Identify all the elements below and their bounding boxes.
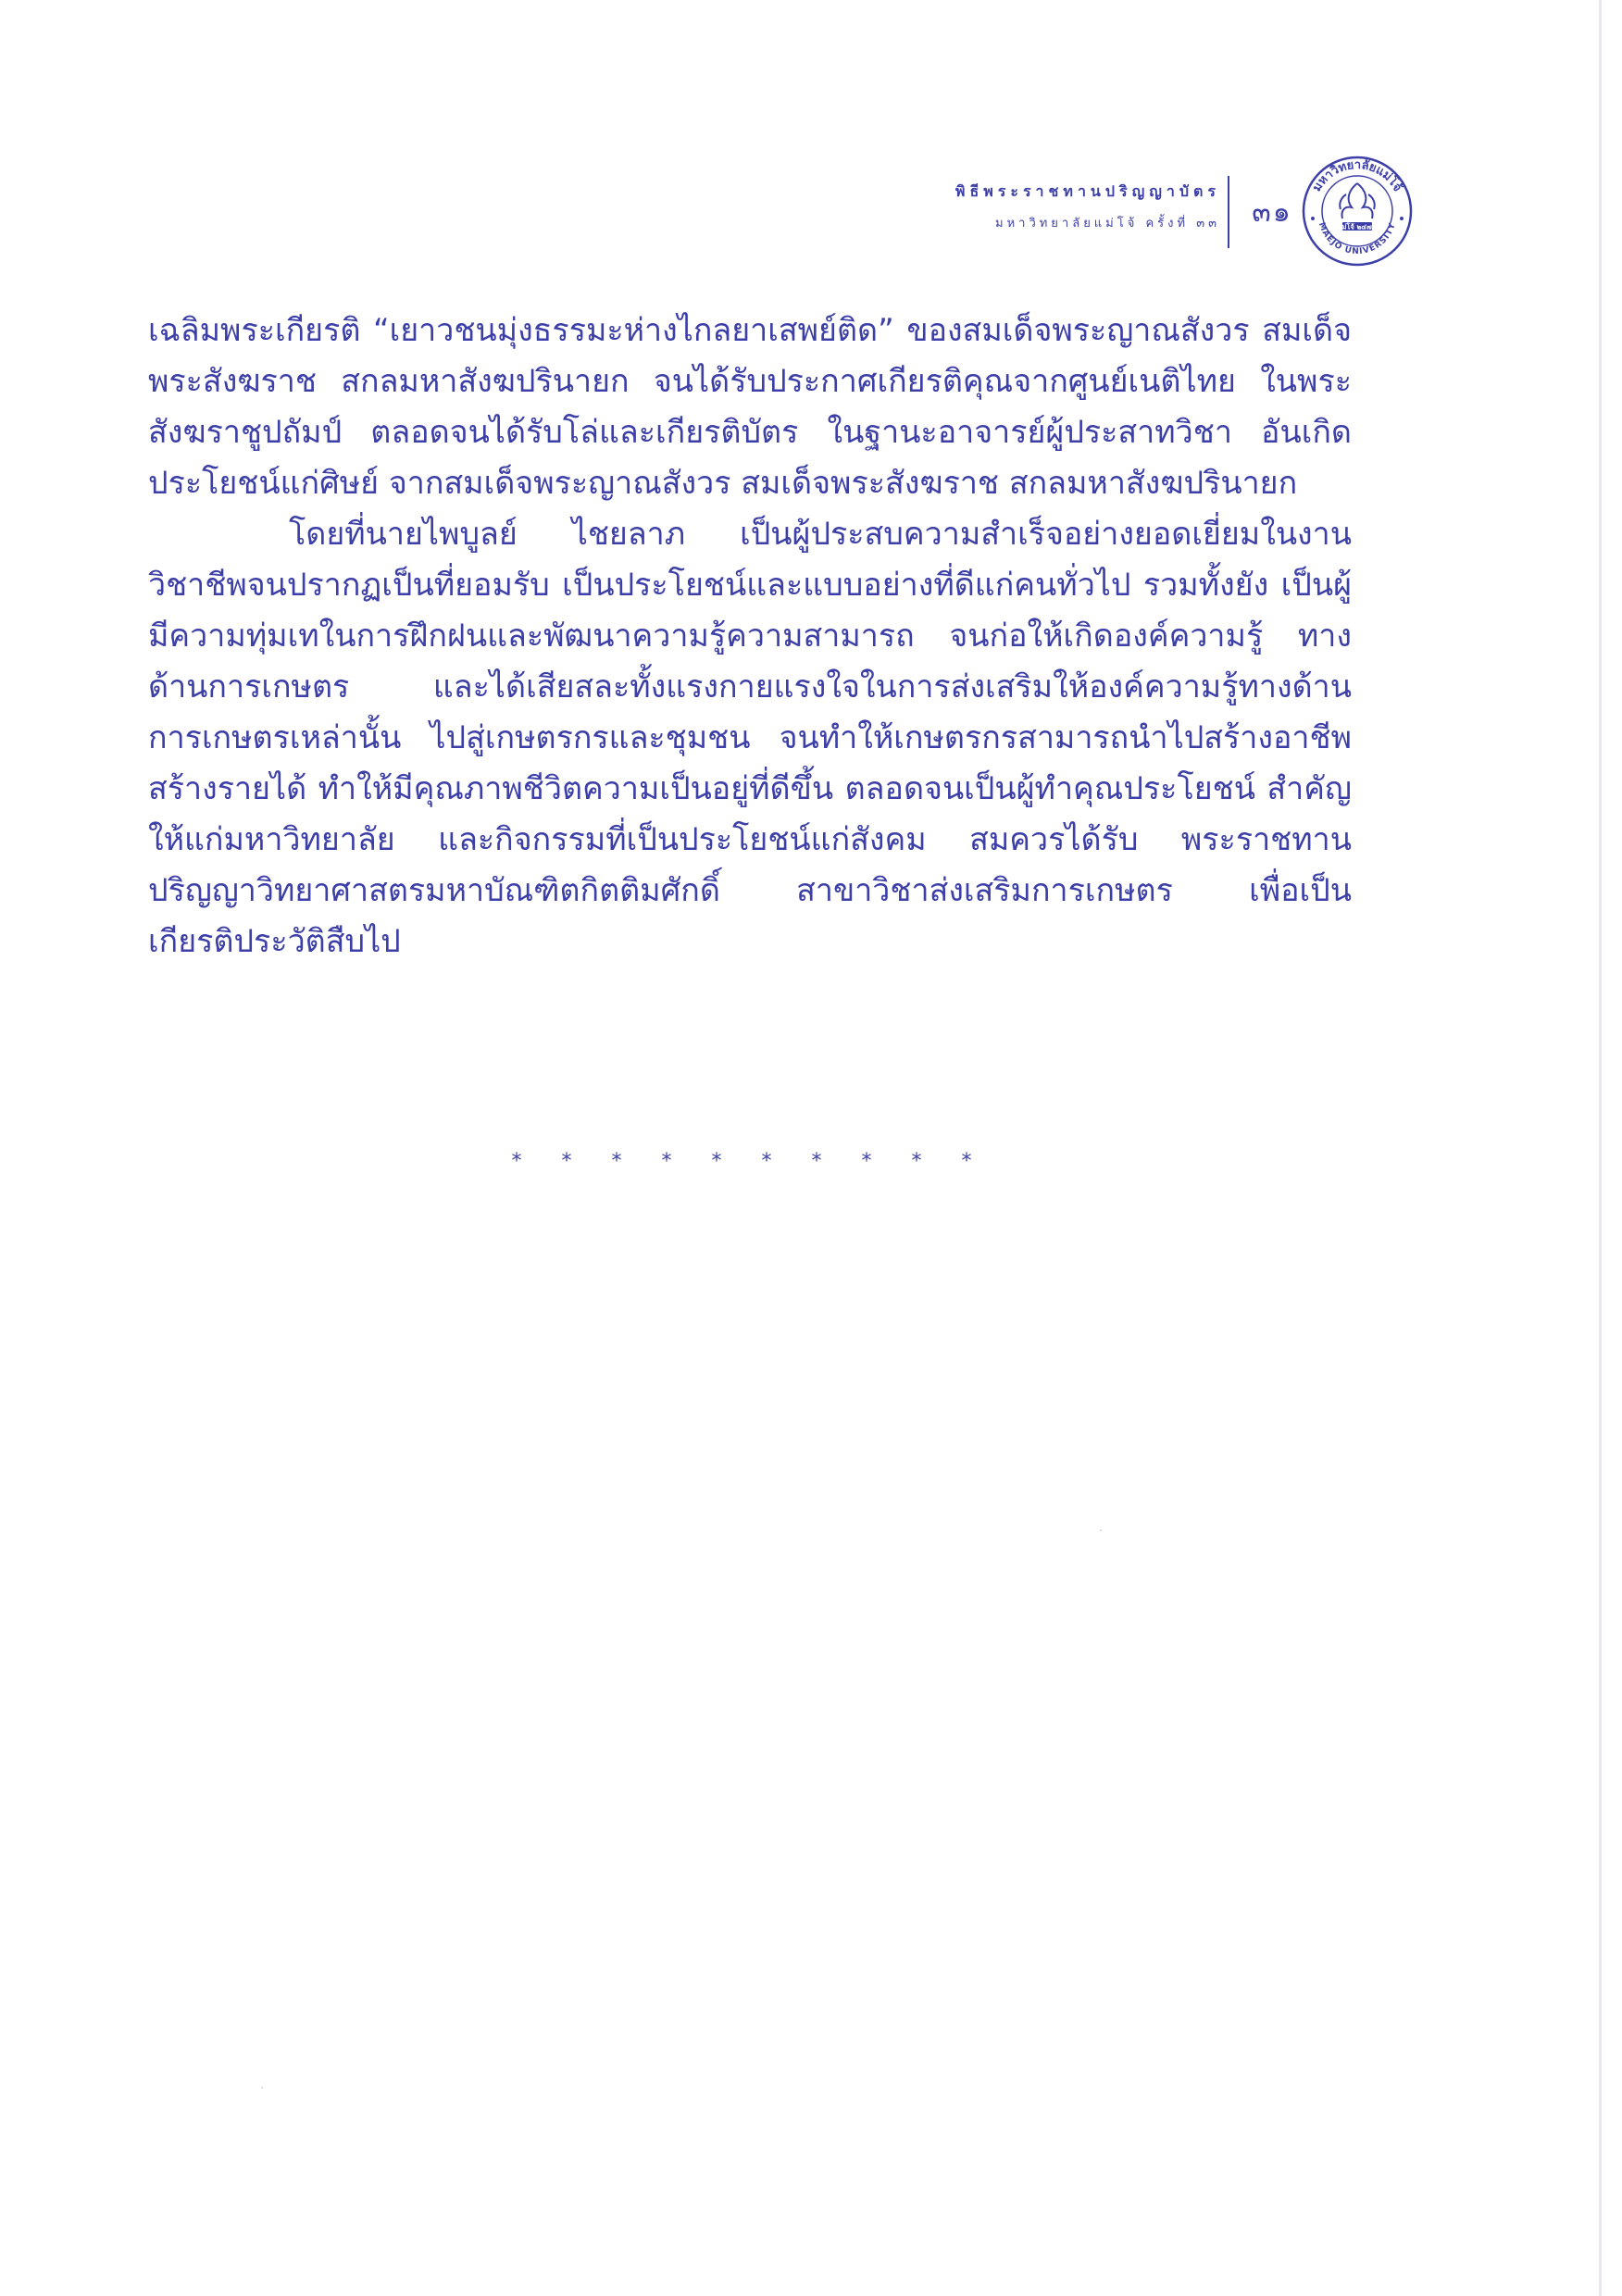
header-title: พิธีพระราชทานปริญญาบัตร — [954, 182, 1220, 200]
page-number: ๓๑ — [1252, 196, 1292, 229]
seal-bottom-text: MAEJO UNIVERSITY — [1316, 221, 1398, 257]
header-subtitle: มหาวิทยาลัยแม่โจ้ ครั้งที่ ๓๓ — [995, 217, 1220, 231]
seal-center-text: แม่โจ้ ๒๔๗๗ — [1337, 222, 1378, 231]
document-body — [148, 306, 1352, 967]
running-header — [815, 181, 1220, 232]
scan-speck — [1100, 1529, 1102, 1531]
end-marker: * * * * * * * * * * — [511, 1150, 989, 1173]
scan-speck — [261, 2087, 263, 2089]
page-edge — [1599, 0, 1602, 2296]
seal-top-text: มหาวิทยาลัยแม่โจ้ — [1310, 157, 1404, 194]
paragraph-2: โดยที่นายไพบูลย์ ไชยลาภ เป็นผู้ประสบความสำเร็จอย่างยอดเยี่ยมในงาน วิชาชีพจนปรากฏเป็นที่ยอมรับ เป็นประโยชน์และแบบอย่างที่ดีแก่คนทั่วไป รวมทั้งยัง เป็นผู้มีความทุ่มเทในการฝึกฝนและพัฒนาความรู้ความสามารถ จนก่อให้เกิดองค์ความรู้ ทางด้านการเกษตร และได้เสียสละทั้งแรงกายแรงใจในการส่งเสริมให้องค์ความรู้ทางด้าน การเกษตรเหล่านั้น ไปสู่เกษตรกรและชุมชน จนทำให้เกษตรกรสามารถนำไปสร้างอาชีพ สร้างรายได้ ทำให้มีคุณภาพชีวิตความเป็นอยู่ที่ดีขึ้น ตลอดจนเป็นผู้ทำคุณประโยชน์ สำคัญให้แก่มหาวิทยาลัย และกิจกรรมที่เป็นประโยชน์แก่สังคม สมควรได้รับ พระราชทานปริญญาวิทยาศาสตรมหาบัณฑิตกิตติมศักดิ์ สาขาวิชาส่งเสริมการเกษตร เพื่อเป็นเกียรติประวัติสืบไป — [148, 516, 1352, 960]
paragraph-1: เฉลิมพระเกียรติ “เยาวชนมุ่งธรรมะห่างไกลยาเสพย์ติด” ของสมเด็จพระญาณสังวร สมเด็จพระสังฆราช สกลมหาสังฆปรินายก จนได้รับประกาศเกียรติคุณจากศูนย์เนติไทย ในพระสังฆราชูปถัมป์ ตลอดจนได้รับโล่และเกียรติบัตร ในฐานะอาจารย์ผู้ประสาทวิชา อันเกิดประโยชน์แก่ศิษย์ จากสมเด็จพระญาณสังวร สมเด็จพระสังฆราช สกลมหาสังฆปรินายก — [148, 312, 1352, 502]
university-seal-icon — [1300, 154, 1415, 268]
header-divider — [1228, 176, 1229, 248]
